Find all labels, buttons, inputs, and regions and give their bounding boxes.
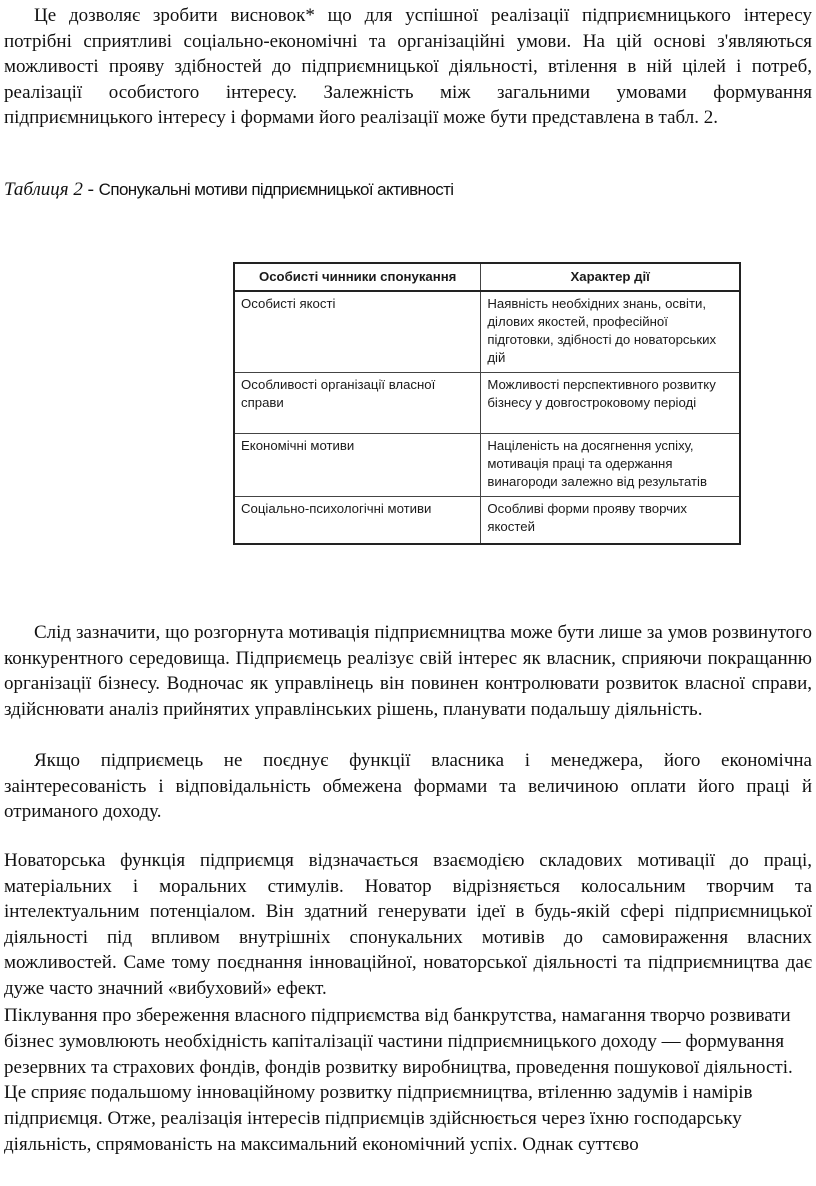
table-cell: Наявність необхідних знань, освіти, ділових якостей, професійної підготовки, здібності до новаторських дій bbox=[481, 291, 740, 373]
paragraph-intro: Це дозволяє зробити висновок* що для успішної реалізації підприємницького інтересу потрібні сприятливі соціально-економічні та організаційні умови. На цій основі з'являються можливості прояву здібностей до підприємницької діяльності, втілення в ній цілей і потреб, реалізації особистого інтересу. Залежність між загальними умовами формування підприємницького інтересу і формами його реалізації може бути представлена в табл. 2. bbox=[4, 5, 812, 128]
table-cell: Особисті якості bbox=[234, 291, 481, 373]
table-cell: Економічні мотиви bbox=[234, 434, 481, 497]
table-cell: Особливості організації власної справи bbox=[234, 373, 481, 434]
table-header-cell: Особисті чинники спонукання bbox=[234, 263, 481, 291]
table-header-cell: Характер дії bbox=[481, 263, 740, 291]
table-caption bbox=[4, 178, 453, 202]
table-cell: Націленість на досягнення успіху, мотивація праці та одержання винагороди залежно від результатів bbox=[481, 434, 740, 497]
paragraph-competitive-environment: Слід зазначити, що розгорнута мотивація підприємництва може бути лише за умов розвинутого конкурентного середовища. Підприємець реалізує свій інтерес як власник, сприяючи покращанню організації бізнесу. Водночас як управлінець він повинен контролювати розвиток власної справи, здійснювати аналіз прийнятих управлінських рішень, планувати подальшу діяльність. bbox=[4, 622, 812, 720]
motives-table-wrapper bbox=[233, 262, 741, 545]
paragraph-bankruptcy-care: Піклування про збереження власного підприємства від банкрутства, намагання творчо розвивати бізнес зумовлюють необхідність капіталізації частини підприємницького доходу — формування резервних та страхових фондів, фондів розвитку виробництва, проведення пошукової діяльності. Це сприяє подальшому інноваційному розвитку підприємництва, втіленню задумів і намірів підприємця. Отже, реалізація інтересів підприємців здійснюється через їхню господарську діяльність, спрямованість на максимальний економічний успіх. Однак суттєво bbox=[4, 1005, 793, 1155]
paragraph-owner-manager: Якщо підприємець не поєднує функції власника і менеджера, його економічна заінтересованість і відповідальність обмежена формами та величиною оплати його праці й отриманого доходу. bbox=[4, 750, 812, 822]
table-row bbox=[234, 291, 740, 373]
table-caption-label: Таблиця 2 bbox=[4, 179, 83, 200]
table-caption-title: Спонукальні мотиви підприємницької активності bbox=[98, 180, 454, 199]
table-header-row bbox=[234, 263, 740, 291]
table-row bbox=[234, 434, 740, 497]
table-cell: Соціально-психологічні мотиви bbox=[234, 497, 481, 545]
table-cell: Можливості перспективного розвитку бізнесу у довгостроковому періоді bbox=[481, 373, 740, 434]
table-row bbox=[234, 497, 740, 545]
paragraph-innovator-function: Новаторська функція підприємця відзначається взаємодією складових мотивації до праці, матеріальних і моральних стимулів. Новатор відрізняється колосальним творчим та інтелектуальним потенціалом. Він здатний генерувати ідеї в будь-якій сфері підприємницької діяльності під впливом внутрішніх спонукальних мотивів до самовираження власних можливостей. Саме тому поєднання інноваційної, новаторської діяльності та підприємництва дає дуже часто значний «вибуховий» ефект. bbox=[4, 850, 812, 999]
motives-table bbox=[233, 262, 741, 545]
table-cell: Особливі форми прояву творчих якостей bbox=[481, 497, 740, 545]
table-row bbox=[234, 373, 740, 434]
table-caption-separator: - bbox=[82, 179, 99, 200]
